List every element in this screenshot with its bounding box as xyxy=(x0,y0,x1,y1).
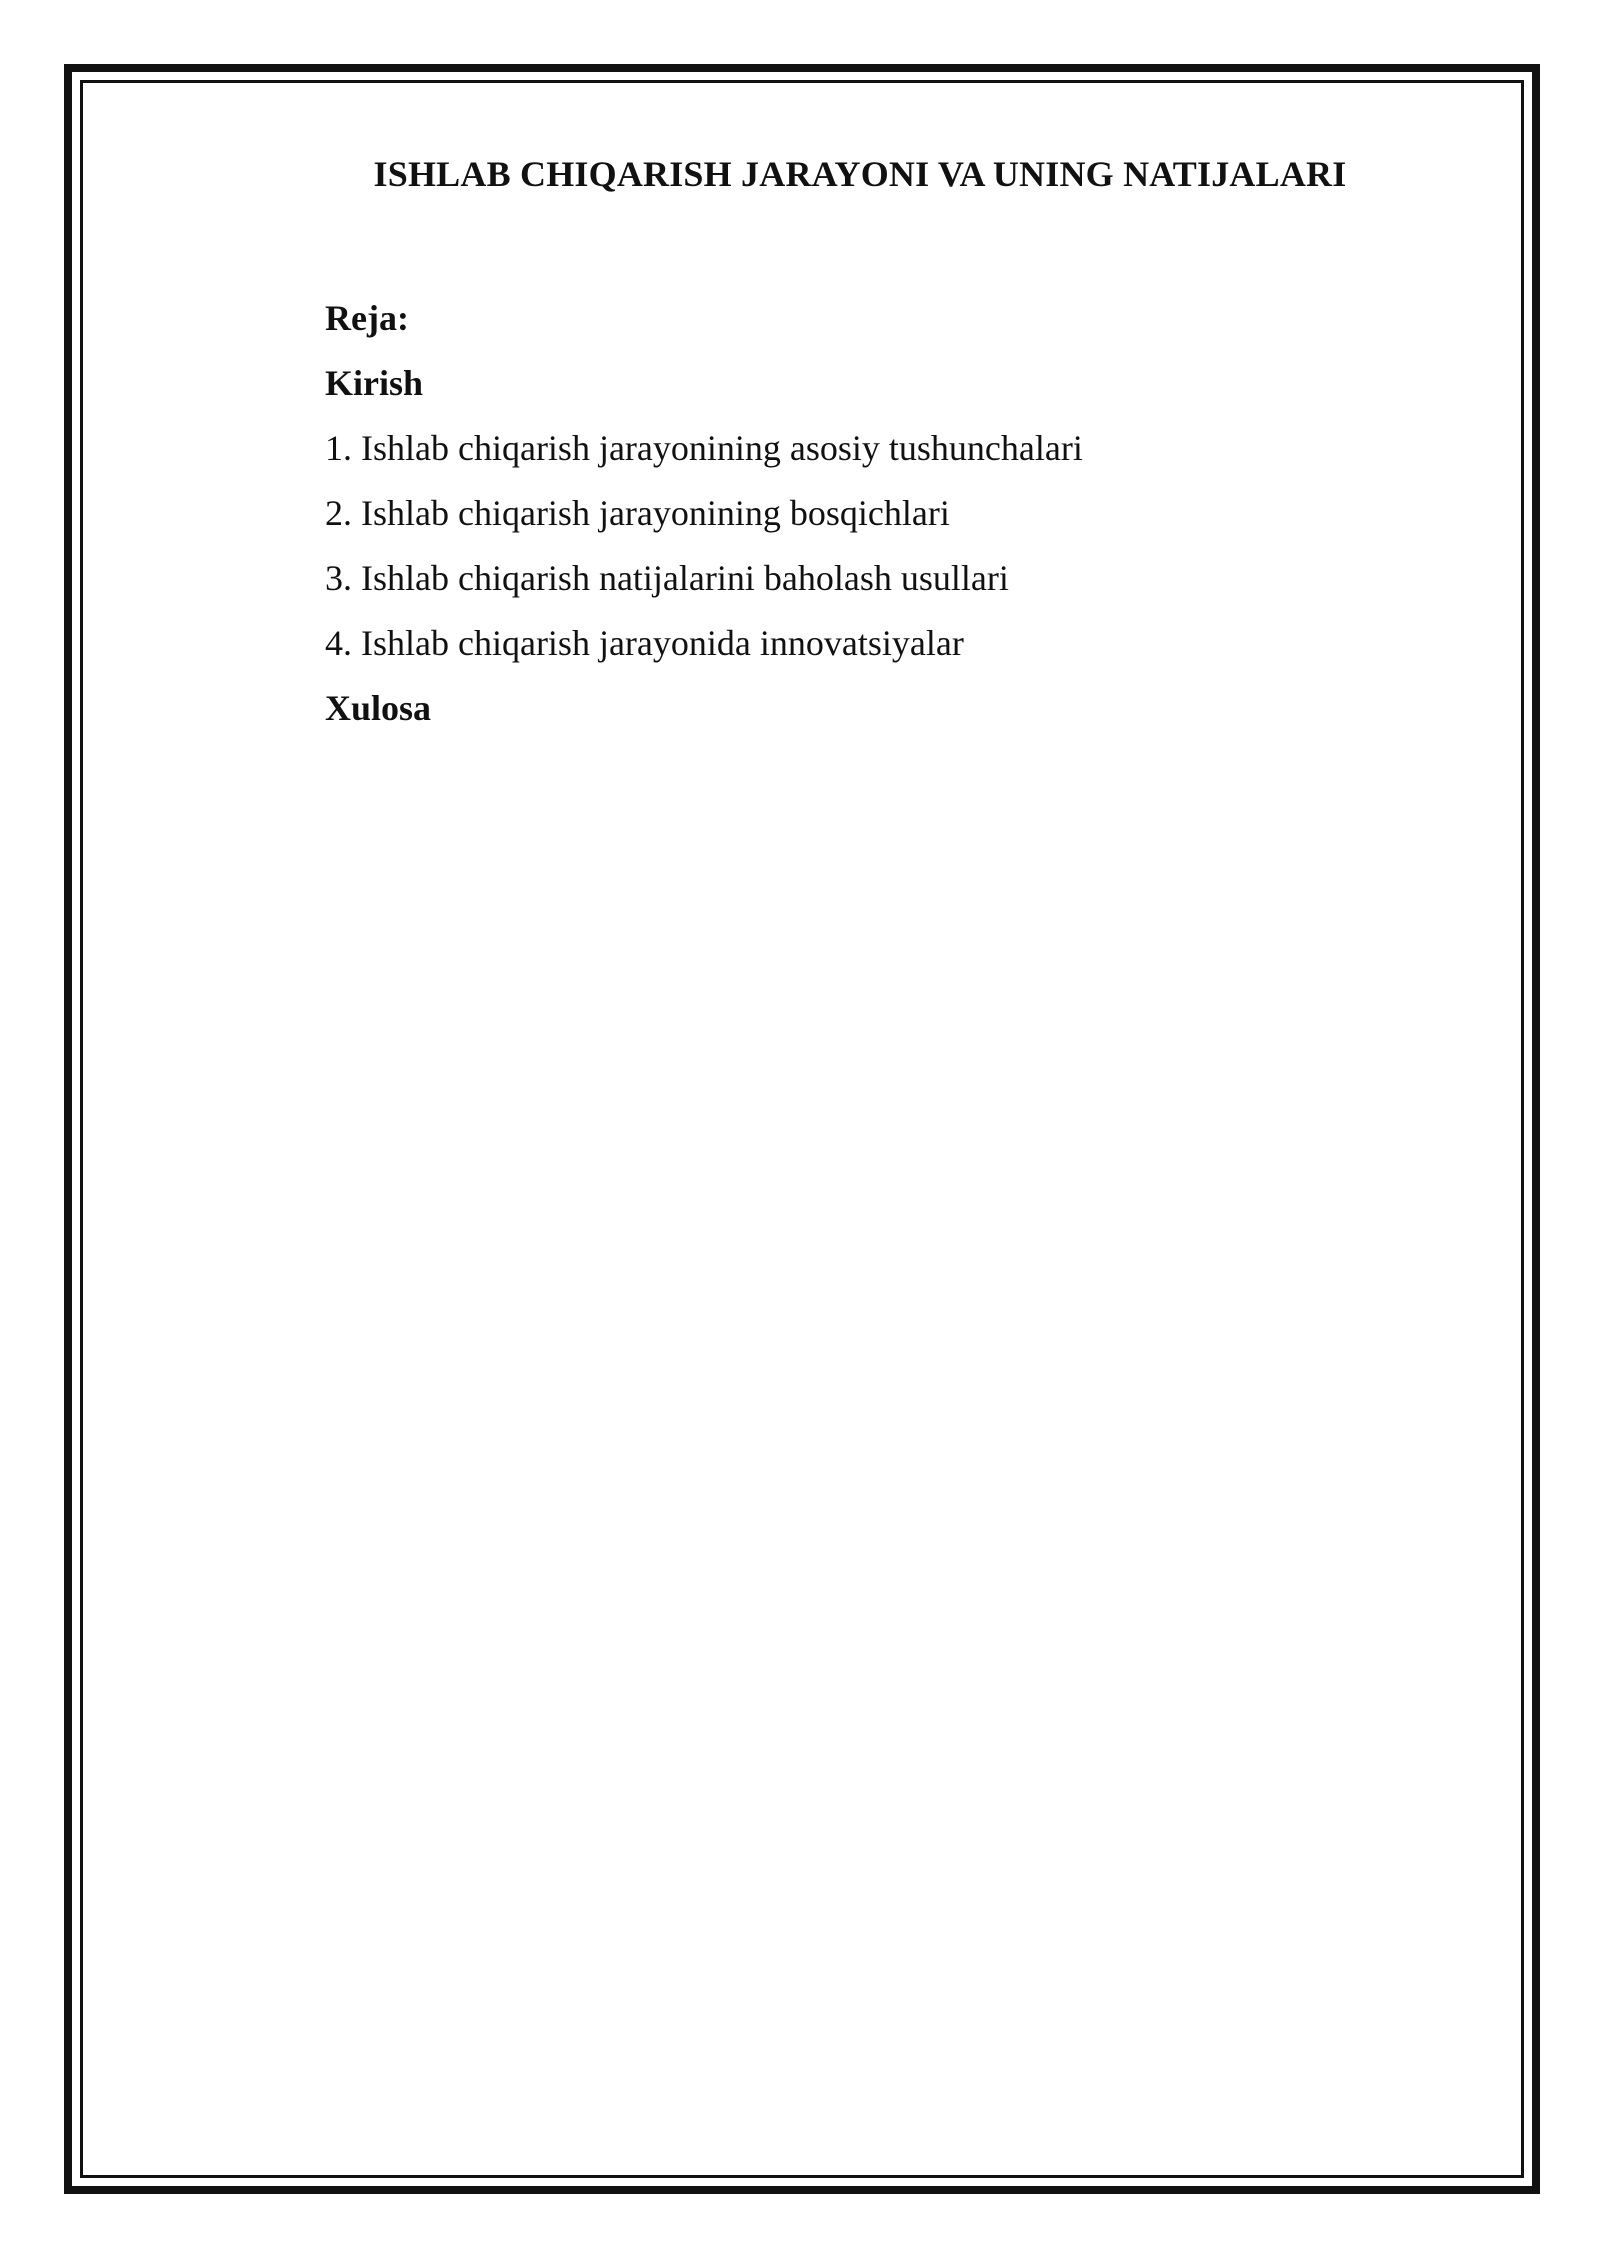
document-title: ISHLAB CHIQARISH JARAYONI VA UNING NATIJALARI xyxy=(373,154,1347,194)
plan-heading: Reja: xyxy=(325,298,409,338)
plan-section xyxy=(325,286,1425,741)
plan-item-introduction: Kirish xyxy=(325,363,424,403)
plan-item-1: 1. Ishlab chiqarish jarayonining asosiy tushunchalari xyxy=(325,428,1083,468)
plan-item-4: 4. Ishlab chiqarish jarayonida innovatsiyalar xyxy=(325,623,964,663)
plan-item-3: 3. Ishlab chiqarish natijalarini baholash usullari xyxy=(325,558,1009,598)
plan-item-2: 2. Ishlab chiqarish jarayonining bosqichlari xyxy=(325,493,950,533)
plan-item-conclusion: Xulosa xyxy=(325,688,432,728)
